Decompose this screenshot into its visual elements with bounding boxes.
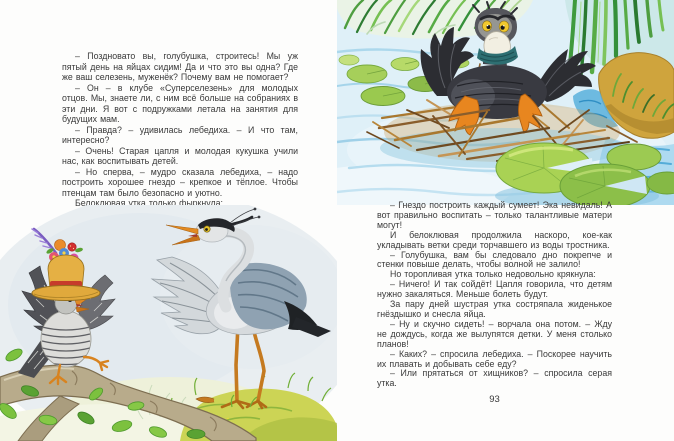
page-number: 93 bbox=[489, 394, 500, 405]
paragraph: – Ну и скучно сидеть! – ворчала она потом. – Жду не дождусь, когда же вылупятся детки. У меня столько планов! bbox=[377, 318, 612, 349]
paragraph: – Ничего! И так сойдёт! Цапля говорила, что детям нужно закаляться. Меньше болеть будут. bbox=[377, 279, 612, 300]
paragraph: Белоклювая утка только фыркнула: bbox=[75, 198, 223, 208]
paragraph: – Каких? – спросила лебедиха. – Поскорее научить их плавать и добывать себе еду? bbox=[377, 348, 612, 369]
paragraph: – Но сперва, – мудро сказала лебедиха, – надо построить хорошее гнездо – крепкое и тёплое. Чтобы птенцам там было безопасно и уютно. bbox=[62, 166, 298, 198]
left-text-block bbox=[62, 51, 298, 209]
paragraph: – Очень! Старая цапля и молодая кукушка учили нас, как воспитывать детей. bbox=[62, 145, 298, 166]
right-text-block bbox=[377, 201, 612, 389]
paragraph: Но торопливая утка только недовольно крякнула: bbox=[390, 269, 596, 280]
paragraph: – Гнездо построить каждый сумеет! Эка невидаль! А вот правильно воспитать – только талантливые матери могут! bbox=[377, 200, 612, 230]
paragraph: – Он – в клубе «Суперселезень» для молодых отцов. Мы, знаете ли, с ним всё больше на собраниях в эти дни. Я вот с подружками летала на занятия для будущих мам. bbox=[62, 82, 298, 124]
paragraph: – Правда? – удивилась лебедиха. – И что там, интересно? bbox=[62, 124, 298, 145]
right-page bbox=[337, 0, 674, 441]
paragraph: – Или прятаться от хищников? – спросила серая утка. bbox=[377, 368, 612, 389]
paragraph: За пару дней шустрая утка состряпала жиденькое гнёздышко и снесла яйца. bbox=[377, 299, 612, 319]
paragraph: И белоклювая продолжила наскоро, кое-как укладывать ветки среди торчавшего из воды тростника. bbox=[377, 229, 612, 250]
paragraph: – Поздновато вы, голубушка, строитесь! Мы уж пятый день на яйцах сидим! Да и что это вы одна? Где же ваш селезень, муженёк? Почему вам не помогает? bbox=[62, 51, 298, 82]
left-illustration bbox=[0, 205, 337, 441]
paragraph: – Голубушка, вам бы следовало дно покрепче и стенки повыше делать, чтобы волной не залило! bbox=[377, 249, 612, 270]
right-illustration bbox=[337, 0, 674, 205]
